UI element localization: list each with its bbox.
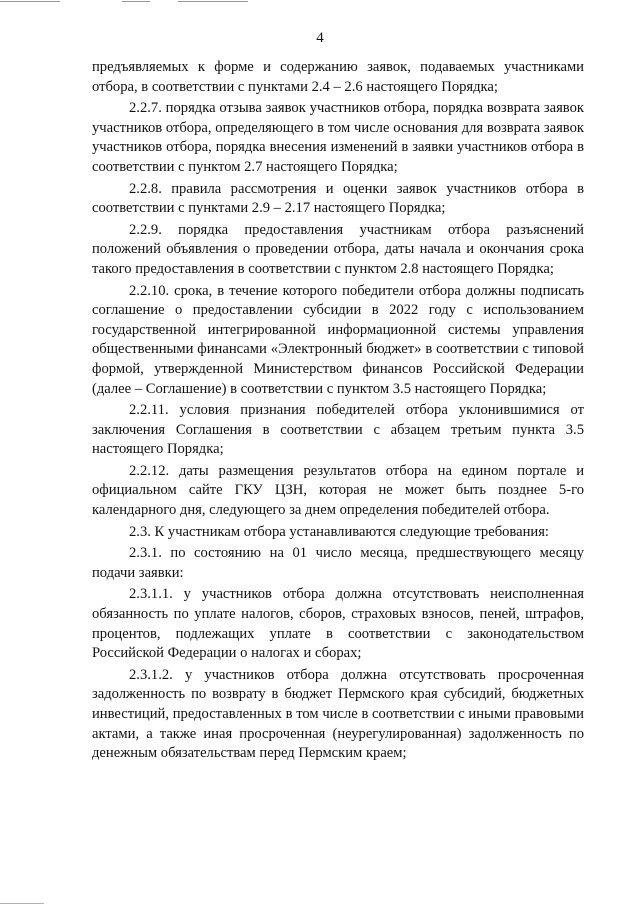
- paragraph-2-2-7: 2.2.7. порядка отзыва заявок участников отбора, порядка возврата заявок участников отбора, определяющего в том числе основания для возврата заявок участников отбора, порядка внесения изменений в заявки участников отбора в соответствии с пунктом 2.7 настоящего Порядка;: [92, 100, 584, 175]
- top-scan-artifacts: [0, 0, 640, 4]
- paragraph-2-3-1-2: 2.3.1.2. у участников отбора должна отсутствовать просроченная задолженность по возврату в бюджет Пермского края субсидий, бюджетных инвестиций, предоставленных в том числе в соответствии с иными правовыми актами, а также иная просроченная (неурегулированная) задолженность по денежным обязательствам перед Пермским краем;: [92, 666, 584, 762]
- paragraph-continuation: предъявляемых к форме и содержанию заявок, подаваемых участниками отбора, в соответствии с пунктами 2.4 – 2.6 настоящего Порядка;: [92, 59, 584, 95]
- paragraph-2-2-10: 2.2.10. срока, в течение которого победители отбора должны подписать соглашение о предоставлении субсидии в 2022 году с использованием государственной интегрированной информационной системы управления общественными финансами «Электронный бюджет» в соответствии с типовой формой, утвержденной Министерством финансов Российской Федерации (далее – Соглашение) в соответствии с пунктом 3.5 настоящего Порядка;: [92, 282, 584, 397]
- paragraph-2-3-1-1: 2.3.1.1. у участников отбора должна отсутствовать неисполненная обязанность по уплате налогов, сборов, страховых взносов, пеней, штрафов, процентов, подлежащих уплате в соответствии с законодательством Российской Федерации о налогах и сборах;: [92, 586, 584, 662]
- page-number: 4: [316, 30, 324, 46]
- paragraph-2-2-12: 2.2.12. даты размещения результатов отбора на едином портале и официальном сайте ГКУ ЦЗН, которая не может быть позднее 5-го календарного дня, следующего за днем определения победителей отбора.: [92, 462, 584, 519]
- paragraph-2-3-1: 2.3.1. по состоянию на 01 число месяца, предшествующего месяцу подачи заявки:: [92, 545, 584, 581]
- paragraph-2-2-11: 2.2.11. условия признания победителей отбора уклонившимися от заключения Соглашения в соответствии с абзацем третьим пункта 3.5 настоящего Порядка;: [92, 402, 584, 458]
- document-body: [92, 58, 584, 766]
- bottom-scan-artifacts: [0, 901, 640, 905]
- paragraph-2-2-9: 2.2.9. порядка предоставления участникам отбора разъяснений положений объявления о проведении отбора, даты начала и окончания срока такого предоставления в соответствии с пунктом 2.8 настоящего Порядка;: [92, 221, 584, 277]
- paragraph-2-3: 2.3. К участникам отбора устанавливаются следующие требования:: [129, 523, 549, 540]
- paragraph-2-2-8: 2.2.8. правила рассмотрения и оценки заявок участников отбора в соответствии с пунктами 2.9 – 2.17 настоящего Порядка;: [92, 180, 584, 217]
